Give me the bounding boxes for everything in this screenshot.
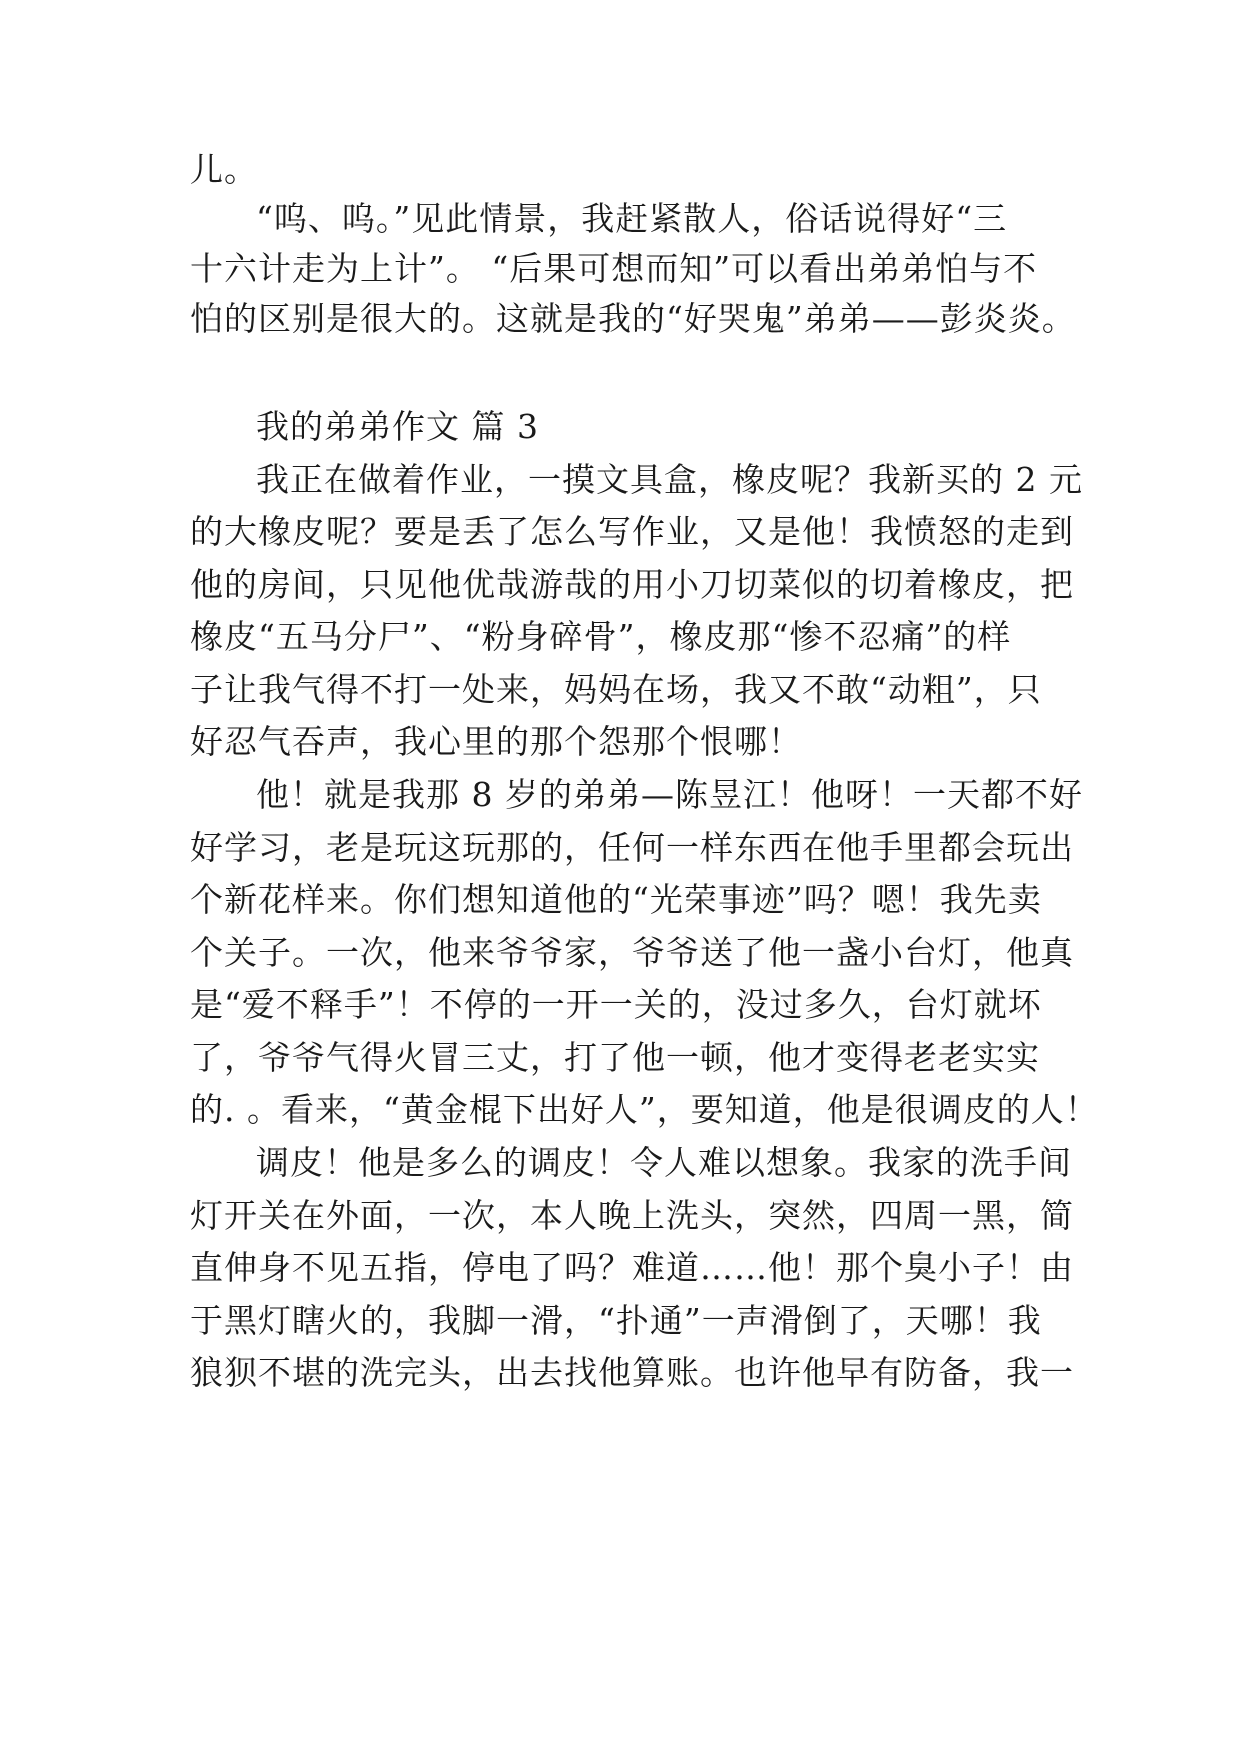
paragraph-first-line: 他！就是我那 8 岁的弟弟—陈昱江！他呀！一天都不好 bbox=[256, 775, 1083, 814]
text-line: 橡皮“五马分尸”、“粉身碎骨”，橡皮那“惨不忍痛”的样 bbox=[190, 617, 1012, 656]
paragraph-first-line: 我正在做着作业，一摸文具盒，橡皮呢？我新买的 2 元 bbox=[256, 460, 1083, 499]
text-line: 的. 。看来，“黄金棍下出好人”，要知道，他是很调皮的人！ bbox=[190, 1090, 1099, 1129]
text-line: 好学习，老是玩这玩那的，任何一样东西在他手里都会玩出 bbox=[190, 828, 1074, 867]
text-line: 灯开关在外面，一次，本人晚上洗头，突然，四周一黑，简 bbox=[190, 1196, 1074, 1235]
text-line: 了，爷爷气得火冒三丈，打了他一顿，他才变得老老实实 bbox=[190, 1038, 1040, 1077]
text-line: 是“爱不释手”！不停的一开一关的，没过多久，台灯就坏 bbox=[190, 985, 1042, 1024]
text-line: 直伸身不见五指，停电了吗？难道……他！那个臭小子！由 bbox=[190, 1248, 1074, 1287]
text-line: 个新花样来。你们想知道他的“光荣事迹”吗？嗯！我先卖 bbox=[190, 880, 1042, 919]
paragraph-first-line: 调皮！他是多么的调皮！令人难以想象。我家的洗手间 bbox=[256, 1143, 1072, 1182]
text-line: 狼狈不堪的洗完头，出去找他算账。也许他早有防备，我一 bbox=[190, 1353, 1074, 1392]
text-line: 儿。 bbox=[190, 150, 258, 189]
text-line: 于黑灯瞎火的，我脚一滑，“扑通”一声滑倒了，天哪！我 bbox=[190, 1301, 1042, 1340]
text-line: 个关子。一次，他来爷爷家，爷爷送了他一盏小台灯，他真 bbox=[190, 933, 1074, 972]
text-line: 好忍气吞声，我心里的那个怨那个恨哪！ bbox=[190, 722, 802, 761]
text-line: 他的房间，只见他优哉游哉的用小刀切菜似的切着橡皮，把 bbox=[190, 565, 1074, 604]
text-line: 的大橡皮呢？要是丢了怎么写作业，又是他！我愤怒的走到 bbox=[190, 512, 1074, 551]
text-line: 子让我气得不打一处来，妈妈在场，我又不敢“动粗”，只 bbox=[190, 670, 1042, 709]
text-line: 十六计走为上计”。 “后果可想而知”可以看出弟弟怕与不 bbox=[190, 249, 1038, 288]
paragraph-first-line: “呜、呜。”见此情景，我赶紧散人，俗话说得好“三 bbox=[256, 199, 1008, 238]
text-line: 怕的区别是很大的。这就是我的“好哭鬼”弟弟——彭炎炎。 bbox=[190, 299, 1076, 338]
section-heading: 我的弟弟作文 篇 3 bbox=[256, 407, 539, 446]
